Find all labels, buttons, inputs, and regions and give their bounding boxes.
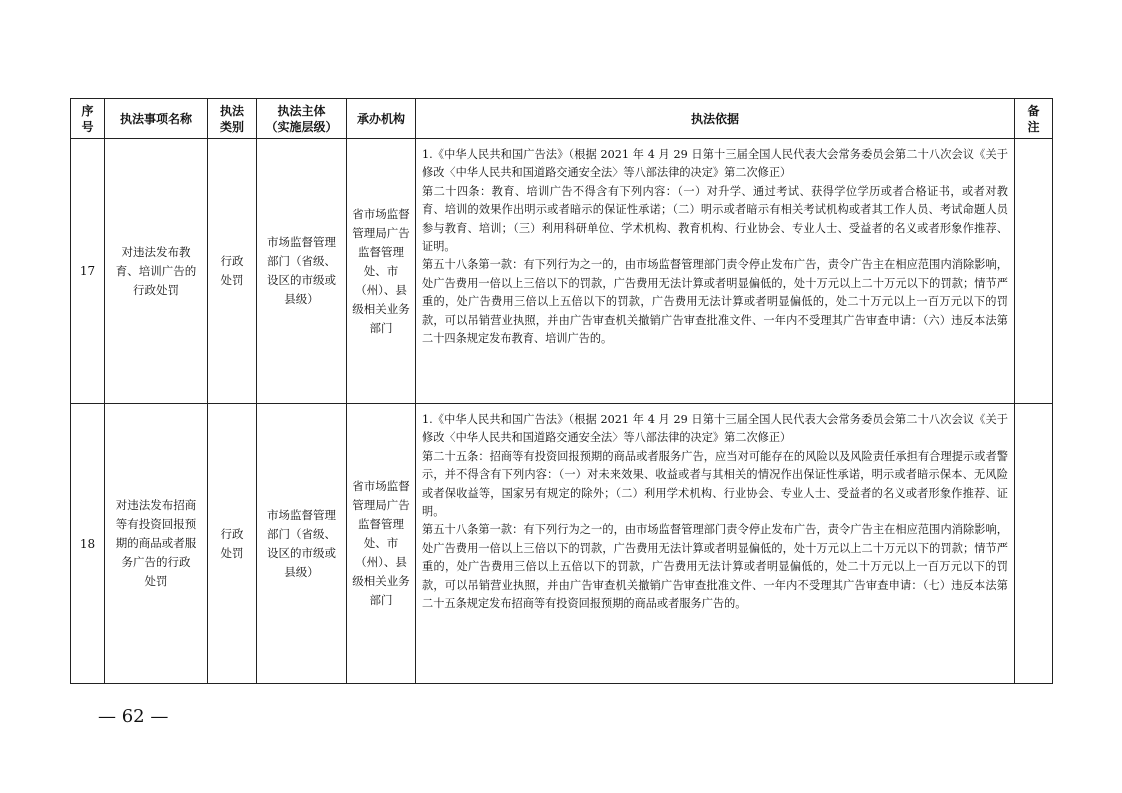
row-item-name	[105, 139, 208, 404]
header-subject-line1: 执法主体	[277, 103, 326, 118]
header-subject-line2: （实施层级）	[265, 119, 338, 134]
row-item-name	[105, 404, 208, 684]
header-item-name: 执法事项名称	[105, 99, 208, 139]
row-org	[347, 404, 416, 684]
row-remark	[1015, 404, 1053, 684]
header-seq-text: 序号	[81, 103, 94, 134]
row-basis	[416, 404, 1015, 684]
row-seq: 18	[71, 404, 105, 684]
row-seq: 17	[71, 139, 105, 404]
header-subject	[257, 99, 347, 139]
basis-paragraph: 第二十五条：招商等有投资回报预期的商品或者服务广告，应当对可能存在的风险以及风险责任承担有合理提示或者警示，并不得含有下列内容：（一）对未来效果、收益或者与其相关的情况作出保证性承诺，明示或者暗示保本、无风险或者保收益等，国家另有规定的除外；（二）利用学术机构、行业协会、专业人士、受益者的名义或者形象作推荐、证明。	[422, 449, 1008, 519]
header-remark	[1015, 99, 1053, 139]
row-item-name-text: 对违法发布招商等有投资回报预期的商品或者服务广告的行政 处罚	[115, 498, 197, 588]
header-remark-text: 备注	[1027, 103, 1040, 134]
header-org: 承办机构	[347, 99, 416, 139]
row-subject-text: 市场监督管理部门（省级、设区的市级或县级）	[267, 507, 336, 579]
basis-paragraph: 1.《中华人民共和国广告法》（根据 2021 年 4 月 29 日第十三届全国人民代表大会常务委员会第二十八次会议《关于修改〈中华人民共和国道路交通安全法〉等八部法律的决定》第二次修正）	[422, 413, 1008, 445]
header-row	[71, 99, 1053, 139]
row-subject	[257, 404, 347, 684]
basis-paragraph: 第五十八条第一款：有下列行为之一的，由市场监督管理部门责令停止发布广告，责令广告主在相应范围内消除影响，处广告费用一倍以上三倍以下的罚款，广告费用无法计算或者明显偏低的，处十万元以上二十万元以下的罚款；情节严重的，处广告费用三倍以上五倍以下的罚款，广告费用无法计算或者明显偏低的，处二十万元以上一百万元以下的罚款，可以吊销营业执照，并由广告审查机关撤销广告审查批准文件、一年内不受理其广告审查申请：（六）违反本法第二十四条规定发布教育、培训广告的。	[422, 258, 1008, 346]
header-type	[208, 99, 257, 139]
basis-paragraph: 第五十八条第一款：有下列行为之一的，由市场监督管理部门责令停止发布广告，责令广告主在相应范围内消除影响，处广告费用一倍以上三倍以下的罚款，广告费用无法计算或者明显偏低的，处十万元以上二十万元以下的罚款；情节严重的，处广告费用三倍以上五倍以下的罚款，广告费用无法计算或者明显偏低的，处二十万元以上一百万元以下的罚款，可以吊销营业执照，并由广告审查机关撤销广告审查批准文件、一年内不受理其广告审查申请：（七）违反本法第二十五条规定发布招商等有投资回报预期的商品或者服务广告的。	[422, 523, 1008, 611]
row-org-text: 省市场监督管理局广告监督管理处、市（州）、县级相关业务部门	[352, 206, 410, 335]
table-row	[71, 139, 1053, 404]
row-type	[208, 139, 257, 404]
basis-paragraph: 1.《中华人民共和国广告法》（根据 2021 年 4 月 29 日第十三届全国人民代表大会常务委员会第二十八次会议《关于修改〈中华人民共和国道路交通安全法〉等八部法律的决定》第二次修正）	[422, 148, 1008, 180]
enforcement-table	[70, 98, 1053, 684]
header-type-text: 执法类别	[219, 103, 244, 134]
row-basis	[416, 139, 1015, 404]
row-type-text: 行政处罚	[220, 526, 244, 560]
row-type	[208, 404, 257, 684]
row-org	[347, 139, 416, 404]
row-item-name-text: 对违法发布教育、培训广告的行政处罚	[115, 244, 197, 297]
row-subject-text: 市场监督管理部门（省级、设区的市级或县级）	[267, 235, 336, 306]
row-type-text: 行政处罚	[220, 254, 244, 287]
row-subject	[257, 139, 347, 404]
row-remark	[1015, 139, 1053, 404]
basis-paragraph: 第二十四条：教育、培训广告不得含有下列内容：（一）对升学、通过考试、获得学位学历或者合格证书，或者对教育、培训的效果作出明示或者暗示的保证性承诺；（二）明示或者暗示有相关考试机构或者其工作人员、考试命题人员参与教育、培训；（三）利用科研单位、学术机构、教育机构、行业协会、专业人士、受益者的名义或者形象作推荐、证明。	[422, 184, 1008, 254]
row-org-text: 省市场监督管理局广告监督管理处、市（州）、县级相关业务部门	[352, 479, 410, 607]
page-number: — 62 —	[98, 706, 169, 727]
table-row	[71, 404, 1053, 684]
header-seq	[71, 99, 105, 139]
header-basis: 执法依据	[416, 99, 1015, 139]
